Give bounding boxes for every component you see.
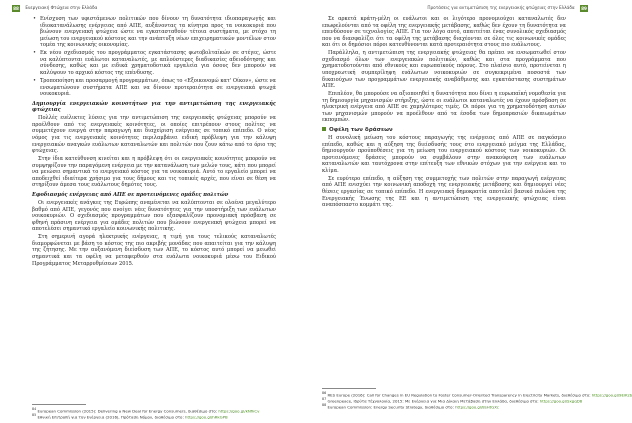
- right-header-title: Προτάσεις για αντιμετώπιση της ενεργειακής φτώχειας στην Ελλάδα: [427, 5, 575, 10]
- right-page-body: [322, 16, 566, 210]
- footnote-link[interactable]: https://goo.gl/SxgqD6: [539, 398, 583, 404]
- left-running-header: [12, 3, 97, 13]
- paragraph: Στη σημερινή αγορά ηλεκτρικής ενέργειας, η τιμή για τους τελικούς καταναλωτές διαμορφώνεται με βάση το κόστος της πιο ακριβής μονάδας που απαιτείται για την κάλυψη της ζήτησης. Με την αυξανόμενη διείσδυση των ΑΠΕ, το κόστος αυτό μπορεί να μειωθεί σημαντικά και τα οφέλη να μεταφερθούν στα ευάλωτα νοικοκυριά μέσω του Ειδικού Προγράμματος Μεταρρυθμίσεων 2015.: [32, 234, 276, 267]
- left-page-number: 88: [13, 5, 19, 11]
- footnote-text: RES Europe (2016): Call for Changes in EU Regulation to Foster Consumer-Oriented Transparency in Electricity Markets, διαθέσιμο στο:: [327, 391, 592, 397]
- footnote-number: 88: [322, 403, 327, 408]
- footnote-text: European Commission (2015): Delivering a New Deal for Energy Consumers, διαθέσιμο στο:: [37, 407, 219, 413]
- footnote: [322, 390, 632, 397]
- footnote-link[interactable]: https://goo.gl/kNfkCv: [218, 407, 260, 413]
- paragraph: Η συνολική μείωση του κόστους παραγωγής της ενέργειας από ΑΠΕ σε παγκόσμιο επίπεδο, καθώς και η αύξηση της διείσδυσής τους στο ενεργειακό μείγμα της Ελλάδας, δημιουργούν προϋποθέσεις για τη μείωση του ενεργειακού κόστους των νοικοκυριών. Οι προτεινόμενες δράσεις μπορούν να συμβάλουν στην ανακούφιση των ευάλωτων καταναλωτών και ταυτόχρονα στην επίτευξη των εθνικών στόχων για την ενέργεια και το κλίμα.: [322, 134, 566, 174]
- bullet-list: [32, 16, 276, 98]
- footnote-link[interactable]: https://goo.gl/8sHtGXc: [455, 404, 500, 410]
- left-page-body: [32, 16, 276, 269]
- right-page-number: 89: [581, 5, 587, 11]
- paragraph: Σε αρκετά κράτη-μέλη οι ευάλωτοι και οι λιγότερο προνομιούχοι καταναλωτές δεν επωφελούνται από τα οφέλη της ενεργειακής μετάβασης, καθώς δεν έχουν τη δυνατότητα να επενδύσουν σε τεχνολογίες ΑΠΕ. Για τον λόγο αυτό, απαιτείται ένας συνολικός σχεδιασμός που να διασφαλίζει ότι τα οφέλη της μετάβασης διαχέονται σε όλες τις κοινωνικές ομάδες και ότι οι δημόσιοι πόροι κατευθύνονται κατά προτεραιότητα στους πιο ευάλωτους.: [322, 16, 566, 49]
- paragraph: Στην ίδια κατεύθυνση κινείται και η πρόβλεψη ότι οι ενεργειακές κοινότητες μπορούν να συμψηφίζουν την παραγόμενη ενέργεια με την κατανάλωση των μελών τους, κάτι που μπορεί να μειώσει σημαντικά το ενεργειακό κόστος για τα νοικοκυριά. Αυτό το εργαλείο μπορεί να αποδειχθεί ιδιαίτερα χρήσιμο για τους δήμους και τις τοπικές αρχές, που είναι σε θέση να στηρίξουν άμεσα τους ευάλωτους δημότες τους.: [32, 156, 276, 189]
- footnote-number: 87: [322, 396, 327, 401]
- paragraph: Πολλές ευέλικτες λύσεις για την αντιμετώπιση της ενεργειακής φτώχειας μπορούν να προέλθουν από τις ενεργειακές κοινότητες, οι οποίες επιτρέπουν στους πολίτες να συμμετέχουν ενεργά στην παραγωγή και διαχείριση ενέργειας σε τοπικό επίπεδο. Ο νέος νόμος για τις ενεργειακές κοινότητες περιλαμβάνει ειδική πρόβλεψη για την κάλυψη ενεργειακών αναγκών ευάλωτων καταναλωτών και πολιτών που ζουν κάτω από το όριο της φτώχειας.: [32, 115, 276, 155]
- paragraph: Παράλληλα, η αντιμετώπιση της ενεργειακής φτώχειας θα πρέπει να ενσωματωθεί στον σχεδιασμό όλων των ενεργειακών πολιτικών, καθώς και στα προγράμματα που χρηματοδοτούνται από εθνικούς και ευρωπαϊκούς πόρους. Στο πλαίσιο αυτό, προτείνεται η υποχρεωτική συμπερίληψη ευάλωτων νοικοκυριών σε συγκεκριμένα ποσοστά των δικαιούχων των προγραμμάτων ενεργειακής αναβάθμισης και εγκατάστασης συστημάτων ΑΠΕ.: [322, 50, 566, 90]
- left-page: [0, 0, 300, 423]
- footnote: [322, 403, 566, 409]
- right-footnotes: [322, 388, 632, 410]
- subheading-res-supply: Εφοδιασμός ενέργειας από ΑΠΕ σε προτεινόμενες ομάδες πολιτών: [32, 191, 229, 198]
- footnote-link[interactable]: https://goo.gl/hRkGPB: [185, 414, 228, 420]
- footnote-text: Εθνική Επιτροπή για την Ενέργεια (2016), Πρόταση Νόμου, διαθέσιμο στο:: [37, 414, 185, 420]
- right-page: [300, 0, 632, 423]
- bullet-item: • Εκ νέου σχεδιασμός του προγράμματος εγκατάστασης φωτοβολταϊκών σε στέγες, ώστε να καλύπτονται ευάλωτοι καταναλωτές, με απλούστερες διαδικασίες αδειοδότησης και σύνδεσης, καθώς και με ειδικά χρηματοδοτικά εργαλεία για όσους δεν μπορούν να καλύψουν το αρχικό κόστος της επένδυσης.: [32, 50, 276, 76]
- bullet-item: • Τροποποίηση και προσαρμογή προγραμμάτων, όπως το «Εξοικονομώ κατ' Οίκον», ώστε να ενσωματώνουν συστήματα ΑΠΕ και να δίνουν προτεραιότητα σε ενεργειακά φτωχά νοικοκυριά.: [32, 78, 276, 98]
- footnote-number: 85: [32, 412, 37, 417]
- section-heading: [322, 127, 566, 134]
- paragraph: Οι ενεργειακές ανάγκες της Ευρώπης αναμένεται να καλύπτονται σε ολοένα μεγαλύτερο βαθμό από ΑΠΕ, γεγονός που ανοίγει νέες δυνατότητες για την υποστήριξη των ευάλωτων νοικοκυριών. Ο σχεδιασμός προγραμμάτων που εξασφαλίζουν προνομιακή πρόσβαση σε φθηνή πράσινη ενέργεια για ομάδες πολιτών που βιώνουν ενεργειακή φτώχεια μπορεί να αποτελέσει σημαντικό εργαλείο κοινωνικής πολιτικής.: [32, 200, 276, 233]
- paragraph: Σε ευρύτερο επίπεδο, η αύξηση της συμμετοχής των πολιτών στην παραγωγή ενέργειας από ΑΠΕ ενισχύει την κοινωνική αποδοχή της ενεργειακής μετάβασης και δημιουργεί νέες θέσεις εργασίας σε τοπικό επίπεδο. Η ενεργειακή δημοκρατία αποτελεί βασικό πυλώνα της Ενεργειακής Ένωσης της ΕΕ και η αντιμετώπιση της ενεργειακής φτώχειας είναι αναπόσπαστο κομμάτι της.: [322, 175, 566, 209]
- left-header-title: Ενεργειακή Φτώχεια στην Ελλάδα: [25, 5, 98, 10]
- footnote: [32, 407, 276, 413]
- bullet-item: • Ενίσχυση των υφιστάμενων πολιτικών που δίνουν τη δυνατότητα ιδιοπαραγωγής και ιδιοκατανάλωσης ενέργειας από ΑΠΕ, αυξάνοντας τα κίνητρα προς τα νοικοκυριά που βιώνουν ενεργειακή φτώχεια ώστε να εγκατασταθούν τέτοια συστήματα, με στόχο τη μείωση του ενεργειακού κόστους και την ανάπτυξη νέων επιχειρηματικών μοντέλων στον τομέα της κοινωνικής οικονομίας.: [32, 16, 276, 49]
- paragraph: Επιπλέον, θα μπορούσε να αξιοποιηθεί η δυνατότητα που δίνει η ευρωπαϊκή νομοθεσία για τη δημιουργία μηχανισμών στήριξης, ώστε οι ευάλωτοι καταναλωτές να έχουν πρόσβαση σε ηλεκτρική ενέργεια από ΑΠΕ σε χαμηλότερες τιμές. Οι πόροι για τη χρηματοδότηση αυτών των μηχανισμών μπορούν να προέλθουν από τα έσοδα των δημοπρασιών δικαιωμάτων εκπομπών.: [322, 91, 566, 124]
- right-running-header: [427, 3, 588, 13]
- footnote-text: Greenpeace, Ιδρύτα Τέχνολογία, 2015: Με Ενέργεια για Μια Δίκαιη Μετάβαση στην Ελλάδα, διαθέσιμο στο:: [327, 398, 540, 404]
- subheading-energy-communities: Δημιουργία ενεργειακών κοινοτήτων για την αντιμετώπιση της ενεργειακής φτώχειας: [32, 100, 276, 114]
- footnote-text: European Commission: Energy Security Strategy, διαθέσιμο στο:: [327, 404, 456, 410]
- footnote-rule: [32, 404, 86, 405]
- footnote-link[interactable]: https://goo.gl/9EiKzb: [591, 391, 632, 397]
- section-heading-text: Οφέλη των δράσεων: [329, 126, 393, 133]
- footnote: [32, 413, 276, 419]
- square-bullet-icon: [322, 127, 326, 131]
- footnote-rule: [322, 388, 376, 389]
- footnote-number: 84: [32, 406, 37, 411]
- left-footnotes: [32, 404, 276, 419]
- footnote-number: 86: [322, 390, 327, 395]
